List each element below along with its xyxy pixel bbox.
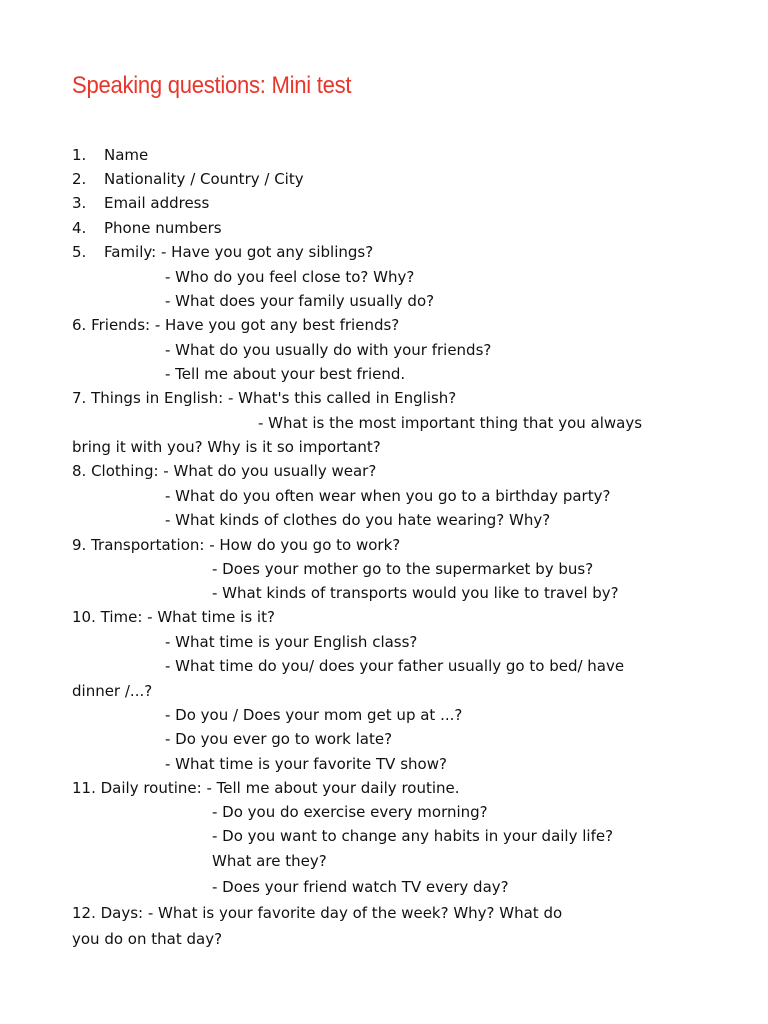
question-line-continued: bring it with you? Why is it so important? [72, 438, 381, 456]
question-line-continued: What are they? [212, 852, 327, 870]
question-line: - What time is your favorite TV show? [165, 755, 447, 773]
list-item-1 [72, 145, 148, 165]
question-line: - What is the most important thing that you always [258, 414, 643, 432]
document-title: Speaking questions: Mini test [72, 72, 352, 99]
list-number: 3. [72, 194, 87, 212]
question-line: - Do you ever go to work late? [165, 730, 393, 748]
list-item-3 [72, 193, 209, 213]
list-text: Email address [104, 194, 210, 212]
question-line-continued: you do on that day? [72, 930, 223, 948]
list-text: Nationality / Country / City [104, 170, 304, 188]
question-line: - What kinds of transports would you like to travel by? [212, 584, 619, 602]
section-line-daily-routine: 11. Daily routine: - Tell me about your daily routine. [72, 779, 460, 797]
list-number: 4. [72, 219, 87, 237]
section-line-transportation: 9. Transportation: - How do you go to work? [72, 536, 401, 554]
question-line: - What do you usually do with your friends? [165, 341, 492, 359]
list-item-5 [72, 242, 373, 262]
list-text: Name [104, 146, 149, 164]
section-line-time: 10. Time: - What time is it? [72, 608, 275, 626]
list-number: 5. [72, 243, 87, 261]
list-text: Phone numbers [104, 219, 222, 237]
section-line-days: 12. Days: - What is your favorite day of the week? Why? What do [72, 904, 563, 922]
list-item-2 [72, 169, 304, 189]
section-line-clothing: 8. Clothing: - What do you usually wear? [72, 462, 377, 480]
question-line: - What time do you/ does your father usually go to bed/ have [165, 657, 625, 675]
section-line-things: 7. Things in English: - What's this called in English? [72, 389, 457, 407]
question-line-continued: dinner /...? [72, 682, 153, 700]
question-line: - Do you do exercise every morning? [212, 803, 488, 821]
question-line: - Who do you feel close to? Why? [165, 268, 415, 286]
question-line: - Do you want to change any habits in your daily life? [212, 827, 614, 845]
list-item-4 [72, 218, 222, 238]
question-line: - Tell me about your best friend. [165, 365, 406, 383]
question-line: - What does your family usually do? [165, 292, 435, 310]
list-text: Family: - Have you got any siblings? [104, 243, 374, 261]
question-line: - What kinds of clothes do you hate wearing? Why? [165, 511, 551, 529]
question-line: - Does your friend watch TV every day? [212, 878, 509, 896]
question-line: - What time is your English class? [165, 633, 418, 651]
question-line: - What do you often wear when you go to a birthday party? [165, 487, 611, 505]
list-number: 1. [72, 146, 87, 164]
section-line-friends: 6. Friends: - Have you got any best friends? [72, 316, 400, 334]
question-line: - Do you / Does your mom get up at ...? [165, 706, 463, 724]
question-line: - Does your mother go to the supermarket by bus? [212, 560, 594, 578]
list-number: 2. [72, 170, 87, 188]
